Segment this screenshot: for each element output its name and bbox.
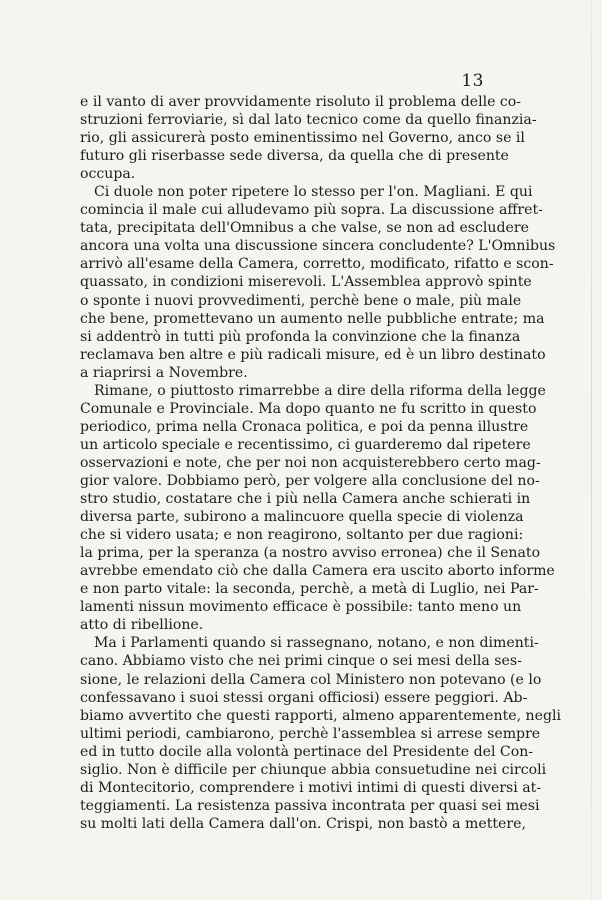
text-line: ultimi periodi, cambiarono, perchè l'assemblea si arrese sempre bbox=[80, 725, 541, 742]
text-line: o sponte i nuovi provvedimenti, perchè bene o male, più male bbox=[80, 292, 522, 309]
text-line: siglio. Non è difficile per chiunque abbia consuetudine nei circoli bbox=[80, 761, 547, 778]
text-line: periodico, prima nella Cronaca politica, e poi da penna illustre bbox=[80, 418, 529, 435]
text-line: comincia il male cui alludevamo più sopra. La discussione affret- bbox=[80, 202, 543, 219]
text-line: confessavano i suoi stessi organi officiosi) essere peggiori. Ab- bbox=[80, 689, 528, 706]
paragraph-2 bbox=[80, 183, 556, 382]
text-line: futuro gli riserbasse sede diversa, da quella che di presente bbox=[80, 148, 509, 165]
text-line: e non parto vitale: la seconda, perchè, a metà di Luglio, nei Par- bbox=[80, 581, 539, 598]
text-line: stro studio, costatare che i più nella Camera anche schierati in bbox=[80, 491, 531, 508]
text-line: teggiamenti. La resistenza passiva incontrata per quasi sei mesi bbox=[80, 797, 540, 814]
text-line: osservazioni e note, che per noi non acquisterebbero certo mag- bbox=[80, 454, 541, 471]
text-line: e il vanto di aver provvidamente risoluto il problema delle co- bbox=[80, 94, 522, 110]
text-line: cano. Abbiamo visto che nei primi cinque o sei mesi della ses- bbox=[80, 653, 522, 670]
page-number: 13 bbox=[461, 71, 484, 91]
text-line: sione, le relazioni della Camera col Ministero non potevano (e lo bbox=[80, 671, 542, 688]
text-line: la prima, per la speranza (a nostro avviso erronea) che il Senato bbox=[80, 545, 541, 562]
text-line: Comunale e Provinciale. Ma dopo quanto ne fu scritto in questo bbox=[80, 400, 537, 417]
text-line: quassato, in condizioni miserevoli. L'Assemblea approvò spinte bbox=[80, 274, 532, 291]
text-line: che si videro usata; e non reagirono, soltanto per due ragioni: bbox=[80, 527, 524, 544]
text-line: Ma i Parlamenti quando si rassegnano, notano, e non dimenti- bbox=[94, 635, 539, 652]
text-line: avrebbe emendato ciò che dalla Camera era uscito aborto informe bbox=[80, 563, 555, 580]
page-edge-shadow bbox=[591, 0, 592, 900]
text-line: atto di ribellione. bbox=[80, 617, 204, 634]
paragraph-4 bbox=[80, 634, 561, 833]
text-line: lamenti nissun movimento efficace è possibile: tanto meno un bbox=[80, 599, 522, 616]
paragraph-1 bbox=[80, 93, 537, 183]
body-text bbox=[80, 93, 561, 833]
text-line: gior valore. Dobbiamo però, per volgere alla conclusione del no- bbox=[80, 472, 540, 489]
text-line: ancora una volta una discussione sincera concludente? L'Omnibus bbox=[80, 238, 556, 255]
text-line: ed in tutto docile alla volontà pertinace del Presidente del Con- bbox=[80, 743, 534, 760]
text-line: rio, gli assicurerà posto eminentissimo nel Governo, anco se il bbox=[80, 130, 525, 147]
text-line: Rimane, o piuttosto rimarrebbe a dire della riforma della legge bbox=[94, 382, 546, 399]
text-line: su molti lati della Camera dall'on. Crispi, non bastò a mettere, bbox=[80, 815, 526, 832]
text-line: struzioni ferroviarie, sì dal lato tecnico come da quello finanzia- bbox=[80, 112, 537, 129]
text-line: arrivò all'esame della Camera, corretto, modificato, rifatto e scon- bbox=[80, 256, 554, 273]
text-line: a riaprirsi a Novembre. bbox=[80, 364, 248, 381]
text-line: Ci duole non poter ripetere lo stesso per l'on. Magliani. E qui bbox=[94, 184, 533, 201]
text-line: biamo avvertito che questi rapporti, almeno apparentemente, negli bbox=[80, 707, 561, 724]
text-line: un articolo speciale e recentissimo, ci guarderemo dal ripetere bbox=[80, 436, 531, 453]
text-line: occupa. bbox=[80, 166, 136, 183]
text-line: di Montecitorio, comprendere i motivi intimi di questi diversi at- bbox=[80, 779, 542, 796]
text-line: che bene, promettevano un aumento nelle pubbliche entrate; ma bbox=[80, 310, 545, 327]
text-line: tata, precipitata dell'Omnibus a che valse, se non ad escludere bbox=[80, 220, 529, 237]
text-line: reclamava ben altre e più radicali misure, ed è un libro destinato bbox=[80, 346, 546, 363]
paragraph-3 bbox=[80, 382, 555, 635]
text-line: si addentrò in tutti più profonda la convinzione che la finanza bbox=[80, 328, 521, 345]
text-line: diversa parte, subirono a malincuore quella specie di violenza bbox=[80, 509, 524, 526]
